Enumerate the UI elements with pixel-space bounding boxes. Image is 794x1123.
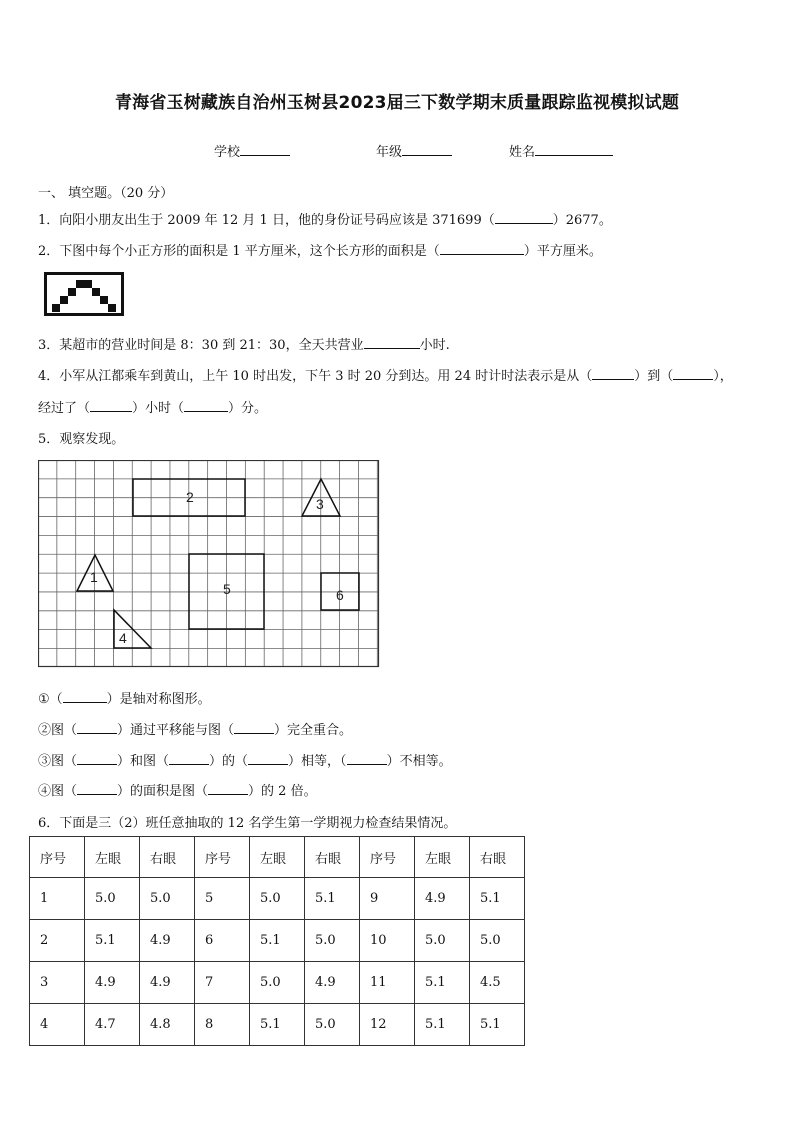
- q5-sub3-a: ③图（: [38, 754, 78, 769]
- q5-sub1-blank[interactable]: [63, 690, 107, 703]
- school-label: 学校: [214, 145, 241, 160]
- table-cell: 2: [30, 920, 85, 962]
- table-cell: 1: [30, 878, 85, 920]
- question-3: [38, 334, 450, 353]
- q5-sub3-blank-1[interactable]: [77, 752, 117, 765]
- name-label: 姓名: [509, 145, 536, 160]
- q5-sub3-c: ）的（: [209, 754, 249, 769]
- table-cell: 5.0: [470, 920, 525, 962]
- q4-text-e: ）小时（: [132, 401, 185, 416]
- q5-sub2-blank-2[interactable]: [234, 721, 274, 734]
- q2-square: [52, 304, 60, 312]
- table-cell: 5.0: [250, 962, 305, 1004]
- table-cell: 4.8: [140, 1004, 195, 1046]
- q2-text-a: 2．下图中每个小正方形的面积是 1 平方厘米，这个长方形的面积是（: [38, 244, 440, 259]
- q5-sub-3: [38, 750, 452, 769]
- q5-sub-2: [38, 719, 352, 738]
- table-cell: 4.7: [85, 1004, 140, 1046]
- q3-blank[interactable]: [364, 336, 420, 349]
- table-cell: 5.1: [470, 878, 525, 920]
- question-2: [38, 240, 602, 259]
- school-blank[interactable]: [240, 143, 290, 156]
- table-cell: 4: [30, 1004, 85, 1046]
- q5-sub3-b: ）和图（: [117, 754, 170, 769]
- table-cell: 4.5: [470, 962, 525, 1004]
- q4-text-c: ），: [713, 369, 733, 384]
- table-row: [30, 920, 525, 962]
- shape-4-label: 4: [119, 630, 127, 646]
- grade-field: [376, 141, 452, 160]
- school-field: [214, 141, 290, 160]
- q2-text-b: ）平方厘米。: [523, 244, 602, 259]
- q2-square: [108, 304, 116, 312]
- table-header-cell: 序号: [195, 837, 250, 878]
- table-cell: 5.1: [250, 920, 305, 962]
- question-5-heading: 5．观察发现。: [38, 432, 125, 447]
- q5-sub3-blank-4[interactable]: [347, 752, 387, 765]
- shape-3-label: 3: [316, 496, 324, 512]
- q2-filled-squares: [52, 280, 116, 312]
- q5-sub4-a: ④图（: [38, 784, 78, 799]
- shape-5-label: 5: [223, 581, 231, 597]
- q4-text-a: 4．小军从江都乘车到黄山，上午 10 时出发，下午 3 时 20 分到达。用 24 时计时法表示是从（: [38, 369, 593, 384]
- q4-hours-blank[interactable]: [90, 399, 132, 412]
- q2-square: [84, 280, 92, 288]
- q5-sub2-c: ）完全重合。: [274, 723, 353, 738]
- table-cell: 10: [360, 920, 415, 962]
- q1-text-a: 1．向阳小朋友出生于 2009 年 12 月 1 日，他的身份证号码应该是 371699（: [38, 213, 495, 228]
- table-cell: 8: [195, 1004, 250, 1046]
- q5-sub3-d: ）相等，（: [288, 754, 347, 769]
- q5-sub2-blank-1[interactable]: [77, 721, 117, 734]
- table-cell: 5.0: [305, 920, 360, 962]
- q5-sub-1: [38, 688, 211, 707]
- table-cell: 5.1: [415, 1004, 470, 1046]
- table-header-cell: 左眼: [85, 837, 140, 878]
- table-row: [30, 962, 525, 1004]
- table-header-row: [30, 837, 525, 878]
- q5-sub4-blank-2[interactable]: [208, 782, 248, 795]
- table-cell: 6: [195, 920, 250, 962]
- question-4-line-2: [38, 397, 267, 416]
- q5-sub4-b: ）的面积是图（: [117, 784, 209, 799]
- q3-text-a: 3．某超市的营业时间是 8：30 到 21：30，全天共营业: [38, 338, 364, 353]
- q4-text-b: ）到（: [634, 369, 674, 384]
- table-header-cell: 序号: [360, 837, 415, 878]
- table-cell: 5: [195, 878, 250, 920]
- question-6-heading: 6．下面是三（2）班任意抽取的 12 名学生第一学期视力检查结果情况。: [38, 816, 457, 831]
- q5-sub3-blank-3[interactable]: [248, 752, 288, 765]
- q5-sub3-blank-2[interactable]: [169, 752, 209, 765]
- grade-blank[interactable]: [402, 143, 452, 156]
- name-blank[interactable]: [535, 143, 613, 156]
- q2-square: [92, 288, 100, 296]
- vision-table: [29, 836, 525, 1046]
- table-header-cell: 序号: [30, 837, 85, 878]
- table-header-cell: 右眼: [470, 837, 525, 878]
- table-cell: 12: [360, 1004, 415, 1046]
- table-header-cell: 右眼: [140, 837, 195, 878]
- q4-start-time-blank[interactable]: [592, 367, 634, 380]
- q5-sub4-blank-1[interactable]: [77, 782, 117, 795]
- q5-sub1-b: ）是轴对称图形。: [106, 692, 211, 707]
- q4-end-time-blank[interactable]: [673, 367, 713, 380]
- table-cell: 5.1: [305, 878, 360, 920]
- q3-text-b: 小时.: [419, 338, 450, 353]
- q5-sub2-b: ）通过平移能与图（: [117, 723, 235, 738]
- table-cell: 5.0: [305, 1004, 360, 1046]
- q2-blank[interactable]: [440, 242, 524, 255]
- table-cell: 5.0: [250, 878, 305, 920]
- table-cell: 5.0: [415, 920, 470, 962]
- q4-text-f: ）分。: [228, 401, 268, 416]
- shape-2-label: 2: [186, 489, 194, 505]
- page-title: 青海省玉树藏族自治州玉树县2023届三下数学期末质量跟踪监视模拟试题: [114, 93, 680, 113]
- table-cell: 11: [360, 962, 415, 1004]
- table-cell: 5.1: [470, 1004, 525, 1046]
- table-cell: 4.9: [140, 962, 195, 1004]
- q4-minutes-blank[interactable]: [184, 399, 228, 412]
- q5-sub3-e: ）不相等。: [386, 754, 452, 769]
- table-cell: 4.9: [305, 962, 360, 1004]
- table-cell: 7: [195, 962, 250, 1004]
- table-row: [30, 1004, 525, 1046]
- q5-sub1-a: ①（: [38, 692, 63, 707]
- q4-text-d: 经过了（: [38, 401, 91, 416]
- table-cell: 3: [30, 962, 85, 1004]
- table-cell: 4.9: [140, 920, 195, 962]
- table-header-cell: 右眼: [305, 837, 360, 878]
- table-header-cell: 左眼: [415, 837, 470, 878]
- q2-square: [68, 288, 76, 296]
- q2-square: [76, 280, 84, 288]
- section-heading: 一、 填空题。（20 分）: [38, 186, 174, 201]
- q5-sub-4: [38, 780, 317, 799]
- table-cell: 5.0: [140, 878, 195, 920]
- question-1: [38, 209, 612, 228]
- q5-grid-figure: [38, 460, 380, 668]
- q1-text-b: ）2677。: [552, 213, 612, 228]
- question-4-line-1: [38, 365, 733, 384]
- q5-sub4-c: ）的 2 倍。: [248, 784, 317, 799]
- q2-square: [100, 296, 108, 304]
- q1-blank[interactable]: [495, 211, 553, 224]
- table-cell: 4.9: [415, 878, 470, 920]
- q5-sub2-a: ②图（: [38, 723, 78, 738]
- table-cell: 4.9: [85, 962, 140, 1004]
- table-cell: 9: [360, 878, 415, 920]
- table-cell: 5.0: [85, 878, 140, 920]
- shape-1-label: 1: [90, 569, 98, 585]
- q2-rectangle-figure: [44, 272, 124, 316]
- table-row: [30, 878, 525, 920]
- table-cell: 5.1: [415, 962, 470, 1004]
- grade-label: 年级: [376, 145, 403, 160]
- q2-square: [60, 296, 68, 304]
- table-header-cell: 左眼: [250, 837, 305, 878]
- table-cell: 5.1: [250, 1004, 305, 1046]
- shape-6-label: 6: [336, 587, 344, 603]
- name-field: [509, 141, 613, 160]
- table-cell: 5.1: [85, 920, 140, 962]
